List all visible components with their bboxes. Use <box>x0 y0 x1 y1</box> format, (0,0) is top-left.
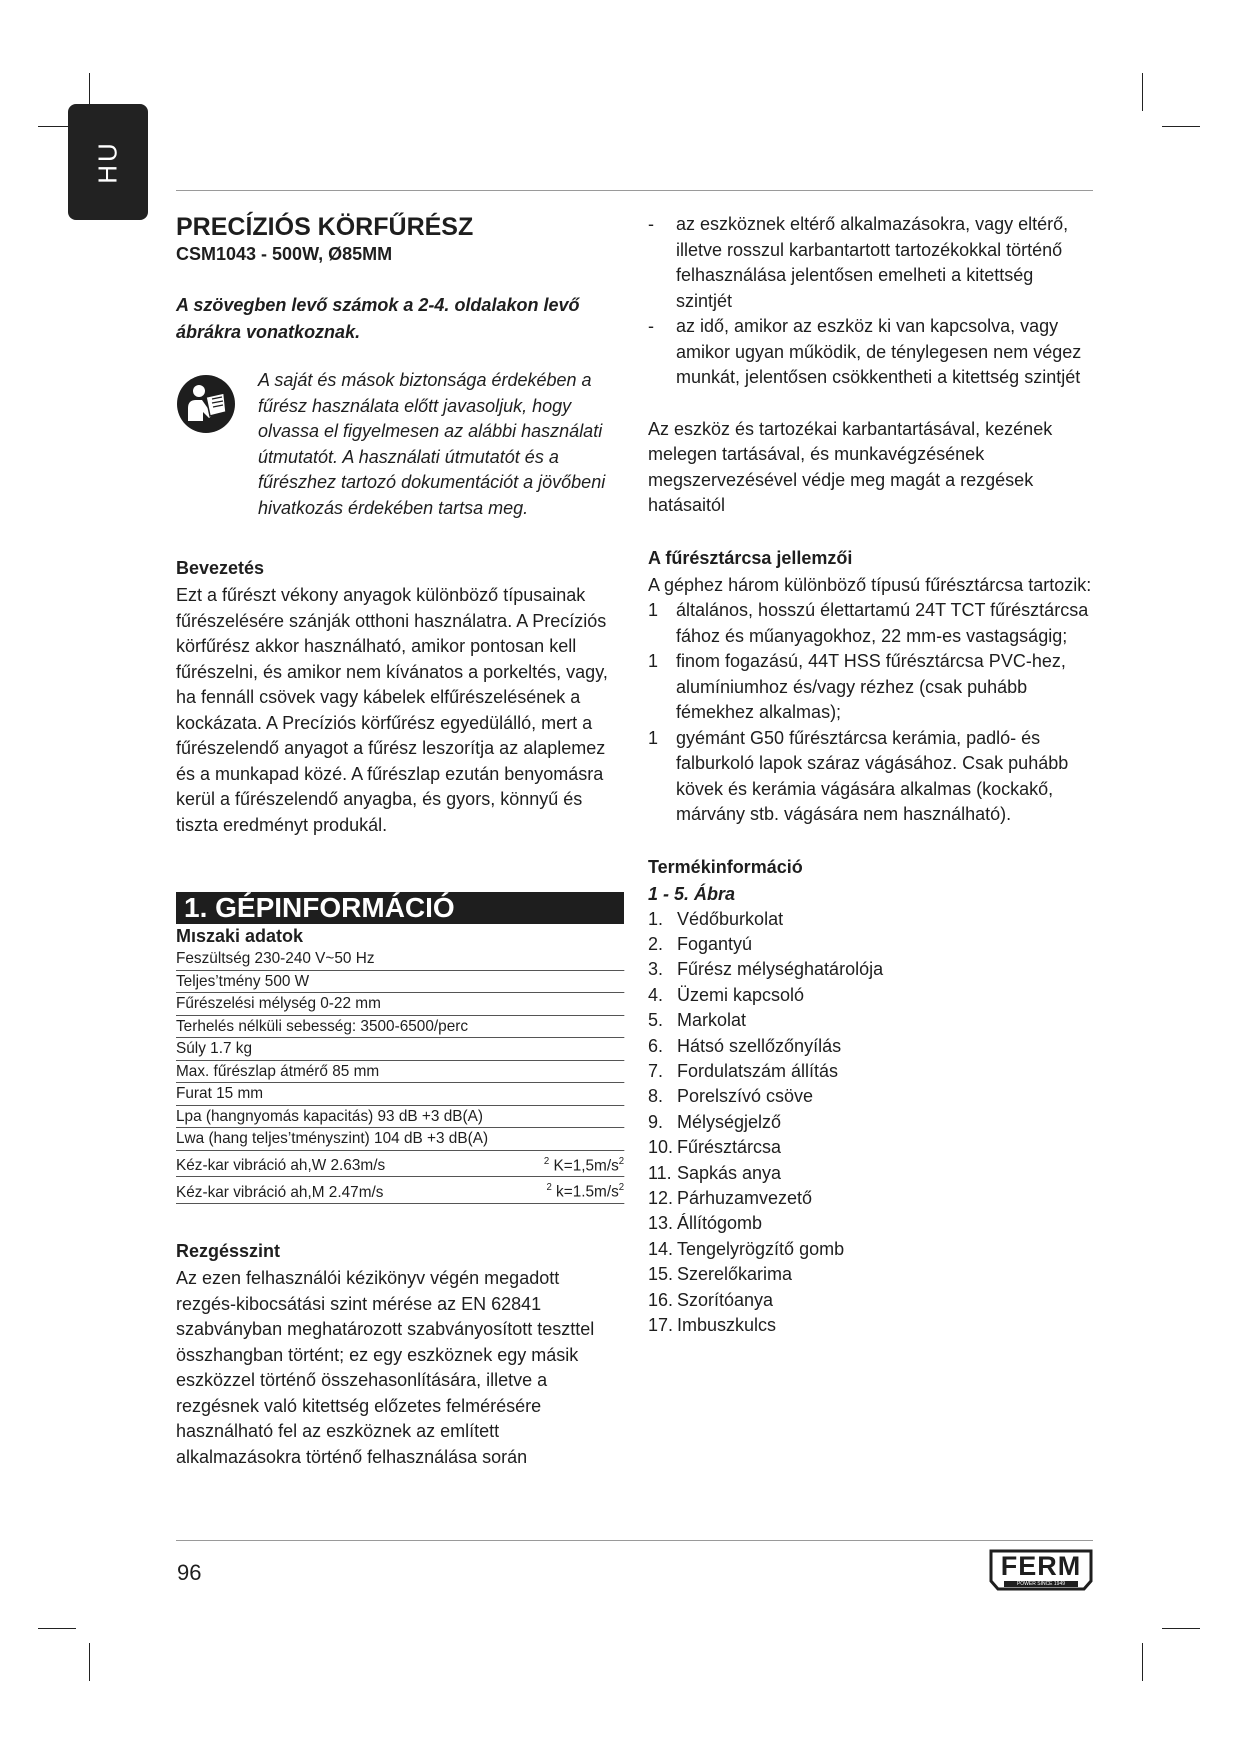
spec-row <box>176 948 624 971</box>
spec-label: Kéz-kar vibráció ah,W 2.63m/s <box>176 1156 386 1174</box>
parts-list-item <box>648 1034 1093 1059</box>
parts-list-item <box>648 983 1093 1008</box>
crop-mark <box>1162 126 1200 127</box>
crop-mark <box>38 1628 76 1629</box>
parts-list-item <box>648 1110 1093 1135</box>
read-manual-icon <box>176 374 236 434</box>
parts-list-item <box>648 1288 1093 1313</box>
parts-list-label: Párhuzamvezető <box>677 1187 813 1208</box>
list-item-text: finom fogazású, 44T HSS fűrésztárcsa PVC-hez, alumíniumhoz és/vagy rézhez (csak puhább fémekhez alkalmas); <box>676 651 1066 722</box>
parts-list-number: 7. <box>648 1060 664 1081</box>
spec-row <box>176 1106 624 1129</box>
parts-list-label: Sapkás anya <box>677 1162 782 1183</box>
left-column <box>176 212 624 1470</box>
parts-list-label: Védőburkolat <box>677 908 784 929</box>
figure-ref: 1 - 5. Ábra <box>648 883 736 904</box>
parts-list-item <box>648 1186 1093 1211</box>
parts-list-item <box>648 1237 1093 1262</box>
list-item <box>648 726 1093 828</box>
spec-label: Lwa (hang teljes’tményszint) 104 dB +3 dB(A) <box>176 1130 489 1147</box>
parts-list-number: 5. <box>648 1010 664 1031</box>
crop-mark <box>1142 1643 1143 1681</box>
parts-list-item <box>648 957 1093 982</box>
spec-label: Feszültség 230-240 V~50 Hz <box>176 950 375 967</box>
parts-list-number: 12. <box>648 1187 674 1208</box>
spec-row <box>176 993 624 1016</box>
parts-list-item <box>648 1262 1093 1287</box>
unit-superscript: 2 <box>618 1182 625 1194</box>
parts-list-label: Szerelőkarima <box>677 1264 793 1285</box>
parts-list-number: 2. <box>648 933 664 954</box>
safety-notice-text: A saját és mások biztonsága érdekében a fűrész használata előtt javasoljuk, hogy olvassa el figyelmesen az alábbi használati útmutatót. A használati útmutatót és a fűrészhez tartozó dokumentációt a jövőbeni hivatkozás érdekében tartsa meg. <box>258 370 606 518</box>
parts-list-number: 6. <box>648 1035 664 1056</box>
parts-list <box>648 907 1093 1339</box>
right-column <box>648 212 1093 1338</box>
parts-list-number: 15. <box>648 1264 674 1285</box>
logo-tagline: POWER SINCE 1949 <box>1016 1581 1066 1587</box>
bullet-dash: - <box>648 214 654 234</box>
blades-intro: A géphez három különböző típusú fűrésztárcsa tartozik: <box>648 574 1092 595</box>
list-item-text: gyémánt G50 fűrésztárcsa kerámia, padló- és falburkoló lapok száraz vágásához. Csak puhább kövek és kerámia vágására alkalmas (kockakő, márvány stb. vágására nem használható). <box>676 727 1069 824</box>
parts-list-number: 3. <box>648 959 664 980</box>
parts-list-label: Fűrész mélységhatárolója <box>677 959 884 980</box>
spec-table <box>176 948 624 1204</box>
product-info-heading: Termékinformáció <box>648 856 803 877</box>
page-title: PRECĺZIÓS KÖRFŰRÉSZ <box>176 213 474 241</box>
footer-rule <box>176 1540 1093 1541</box>
header-rule <box>176 190 1093 191</box>
list-item <box>648 598 1093 649</box>
spec-label: Lpa (hangnyomás kapacitás) 93 dB +3 dB(A) <box>176 1107 483 1125</box>
spec-extra <box>546 1177 624 1203</box>
parts-list-number: 16. <box>648 1289 674 1310</box>
spec-extra-text: K=1,5m/s <box>553 1156 619 1174</box>
parts-list-item <box>648 907 1093 932</box>
page-number: 96 <box>177 1560 202 1585</box>
spec-label: Furat 15 mm <box>176 1085 264 1102</box>
parts-list-number: 14. <box>648 1238 674 1259</box>
spec-row <box>176 1083 624 1106</box>
parts-list-item <box>648 1008 1093 1033</box>
list-item-text: általános, hosszú élettartamú 24T TCT fűrésztárcsa fához és műanyagokhoz, 22 mm-es vastagságig; <box>676 600 1089 646</box>
language-tab <box>68 104 148 220</box>
spec-extra-text: k=1.5m/s <box>556 1183 619 1201</box>
parts-list-item <box>648 1161 1093 1186</box>
parts-list-number: 4. <box>648 984 664 1005</box>
crop-mark <box>89 1643 90 1681</box>
parts-list-number: 1. <box>648 908 664 929</box>
parts-list-number: 11. <box>648 1162 672 1183</box>
parts-list-label: Fűrésztárcsa <box>677 1137 782 1158</box>
safety-notice <box>176 368 624 521</box>
parts-list-label: Mélységjelző <box>677 1111 782 1132</box>
rezgesszint-text: Az ezen felhasználói kézikönyv végén megadott rezgés-kibocsátási szint mérése az EN 62841 szabványban meghatározott szabványosított teszttel összhangban történt; ez egy eszköznek egy másik eszközzel történő összehasonlítására, illetve a rezgésnek való kitettség előzetes felmérésére használható fel az eszköznek az említett alkalmazásokra történő felhasználása során <box>176 1268 595 1467</box>
intro-note: A szövegben levő számok a 2-4. oldalakon levő ábrákra vonatkoznak. <box>176 295 580 342</box>
parts-list-label: Hátsó szellőzőnyílás <box>677 1035 842 1056</box>
parts-list-label: Markolat <box>677 1010 747 1031</box>
unit-superscript: 2 <box>543 1155 550 1167</box>
spec-label: Kéz-kar vibráció ah,M 2.47m/s <box>176 1183 384 1201</box>
bevezetes-text: Ezt a fűrészt vékony anyagok különböző típusainak fűrészelésére szánják otthoni használatra. A Precíziós körfűrész akkor használható, amikor pontosan kell fűrészelni, és amikor nem kívánatos a porkeltés, vagy, ha fennáll csövek vagy kábelek elfűrészelésének a kockázata. A Precíziós körfűrész egyedülálló, mert a fűrészelendő anyagot a fűrész leszorítja az alaplemez és a munkapad közé. A fűrészlap ezután benyomásra kerül a fűrészelendő anyagba, és gyors, könnyű és tiszta eredményt produkál. <box>176 585 608 835</box>
parts-list-item <box>648 1135 1093 1160</box>
spec-label: Teljes’tmény 500 W <box>176 972 310 990</box>
list-item <box>648 314 1093 391</box>
spec-row <box>176 1128 624 1151</box>
parts-list-number: 9. <box>648 1111 664 1132</box>
parts-list-label: Fogantyú <box>677 933 753 954</box>
spec-heading: Mıszaki adatok <box>176 926 304 946</box>
spec-row <box>176 1061 624 1084</box>
spec-extra <box>544 1151 624 1177</box>
model-subtitle: CSM1043 - 500W, Ø85MM <box>176 244 393 264</box>
list-item <box>648 212 1093 314</box>
list-item-text: az idő, amikor az eszköz ki van kapcsolva, vagy amikor ugyan működik, de ténylegesen nem végez munkát, jelentősen csökkentheti a kitettség szintjét <box>676 316 1082 387</box>
parts-list-label: Üzemi kapcsoló <box>677 984 805 1005</box>
parts-list-number: 8. <box>648 1086 664 1107</box>
parts-list-label: Imbuszkulcs <box>677 1315 777 1335</box>
parts-list-number: 17. <box>648 1315 674 1335</box>
list-item-count: 1 <box>648 727 659 748</box>
crop-mark <box>1142 73 1143 111</box>
language-tab-label: HU <box>92 140 123 184</box>
parts-list-label: Szorítóanya <box>677 1289 774 1310</box>
parts-list-item <box>648 1313 1093 1338</box>
rezgesszint-heading: Rezgésszint <box>176 1241 281 1262</box>
parts-list-label: Porelszívó csöve <box>677 1086 814 1107</box>
spec-row <box>176 1038 624 1061</box>
parts-list-item <box>648 1059 1093 1084</box>
spec-row <box>176 971 624 994</box>
list-item-count: 1 <box>648 651 659 671</box>
spec-row <box>176 1151 624 1178</box>
bevezetes-heading: Bevezetés <box>176 558 265 578</box>
parts-list-item <box>648 932 1093 957</box>
parts-list-label: Fordulatszám állítás <box>677 1060 839 1081</box>
list-item <box>648 649 1093 726</box>
spec-label: Terhelés nélküli sebesség: 3500-6500/perc <box>176 1017 469 1035</box>
protection-text: Az eszköz és tartozékai karbantartásával, kezének melegen tartásával, és munkavégzésének megszervezésével védje meg magát a rezgések hatásaitól <box>648 418 1053 515</box>
logo-text: FERM <box>1000 1551 1082 1581</box>
parts-list-item <box>648 1084 1093 1109</box>
parts-list-item <box>648 1211 1093 1236</box>
parts-list-number: 10. <box>648 1137 674 1158</box>
spec-label: Max. fűrészlap átmérő 85 mm <box>176 1062 380 1080</box>
crop-mark <box>1162 1628 1200 1629</box>
spec-label: Fűrészelési mélység 0-22 mm <box>176 995 381 1012</box>
bullet-dash: - <box>648 316 654 336</box>
list-item-count: 1 <box>648 600 659 620</box>
spec-row <box>176 1177 624 1204</box>
unit-superscript: 2 <box>546 1182 552 1194</box>
list-item-text: az eszköznek eltérő alkalmazásokra, vagy eltérő, illetve rosszul karbantartott tartozékokkal történő felhasználása jelentősen emelheti a kitettség szintjét <box>676 214 1069 311</box>
parts-list-label: Állítógomb <box>677 1213 763 1234</box>
parts-list-label: Tengelyrögzítő gomb <box>677 1238 845 1259</box>
blades-heading: A fűrésztárcsa jellemzői <box>648 547 853 568</box>
spec-label: Súly 1.7 kg <box>176 1040 252 1057</box>
unit-superscript: 2 <box>618 1155 625 1167</box>
section-1-title: 1. GÉPINFORMÁCIÓ <box>176 892 624 924</box>
parts-list-number: 13. <box>648 1213 674 1234</box>
spec-row <box>176 1016 624 1039</box>
